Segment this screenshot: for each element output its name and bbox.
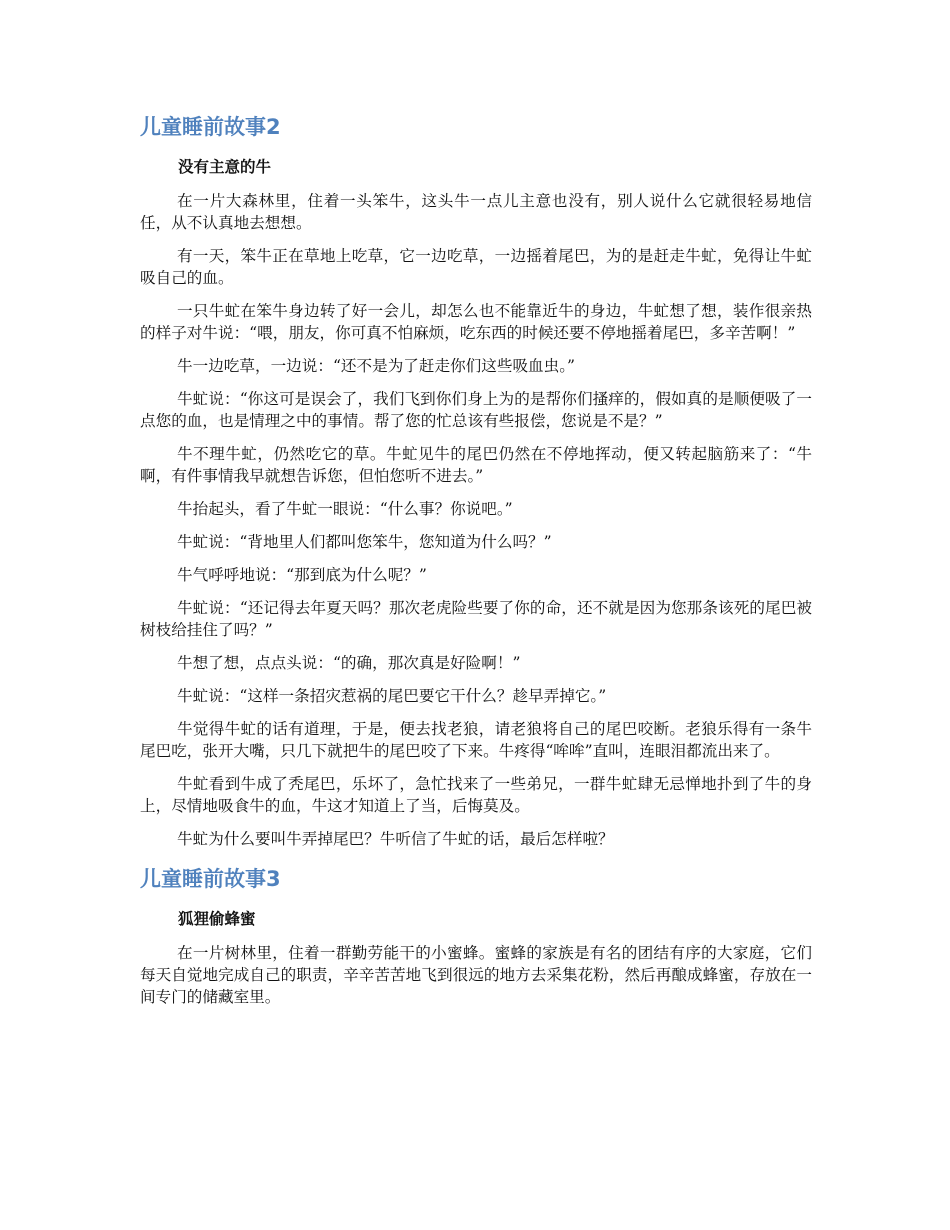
section-heading: 儿童睡前故事2 <box>140 115 281 139</box>
paragraph: 牛虻为什么要叫牛弄掉尾巴？牛听信了牛虻的话，最后怎样啦？ <box>177 830 614 848</box>
paragraph: 牛想了想，点点头说：“的确，那次真是好险啊！” <box>177 654 521 672</box>
paragraph: 牛虻说：“你这可是误会了，我们飞到你们身上为的是帮你们搔痒的，假如真的是顺便吸了一点您的血，也是情理之中的事情。帮了您的忙总该有些报偿，您说是不是？” <box>140 390 812 430</box>
paragraph: 牛虻说：“背地里人们都叫您笨牛，您知道为什么吗？” <box>177 533 552 551</box>
story-title: 狐狸偷蜂蜜 <box>178 910 256 928</box>
paragraph: 牛觉得牛虻的话有道理，于是，便去找老狼，请老狼将自己的尾巴咬断。老狼乐得有一条牛尾巴吃，张开大嘴，只几下就把牛的尾巴咬了下来。牛疼得“哞哞”直叫，连眼泪都流出来了。 <box>140 720 812 760</box>
section-heading: 儿童睡前故事3 <box>140 867 281 891</box>
paragraph: 牛一边吃草，一边说：“还不是为了赶走你们这些吸血虫。” <box>177 357 575 375</box>
paragraph: 牛虻说：“还记得去年夏天吗？那次老虎险些要了你的命，还不就是因为您那条该死的尾巴被树枝给挂住了吗？” <box>140 599 812 639</box>
story-section-2 <box>140 112 812 850</box>
paragraph: 牛气呼呼地说：“那到底为什么呢？” <box>177 566 427 584</box>
paragraph: 在一片树林里，住着一群勤劳能干的小蜜蜂。蜜蜂的家族是有名的团结有序的大家庭，它们每天自觉地完成自己的职责，辛辛苦苦地飞到很远的地方去采集花粉，然后再酿成蜂蜜，存放在一间专门的储藏室里。 <box>140 944 812 1006</box>
paragraph: 牛不理牛虻，仍然吃它的草。牛虻见牛的尾巴仍然在不停地挥动，便又转起脑筋来了：“牛啊，有件事情我早就想告诉您，但怕您听不进去。” <box>140 445 812 485</box>
story-section-3 <box>140 864 812 1008</box>
paragraph: 牛抬起头，看了牛虻一眼说：“什么事？你说吧。” <box>177 500 513 518</box>
paragraph: 有一天，笨牛正在草地上吃草，它一边吃草，一边摇着尾巴，为的是赶走牛虻，免得让牛虻吸自己的血。 <box>140 247 812 287</box>
document-body <box>140 112 812 1019</box>
paragraph: 牛虻看到牛成了秃尾巴，乐坏了，急忙找来了一些弟兄，一群牛虻肆无忌惮地扑到了牛的身上，尽情地吸食牛的血，牛这才知道上了当，后悔莫及。 <box>140 775 812 815</box>
story-title: 没有主意的牛 <box>178 158 272 176</box>
paragraph: 牛虻说：“这样一条招灾惹祸的尾巴要它干什么？趁早弄掉它。” <box>177 687 607 705</box>
paragraph: 在一片大森林里，住着一头笨牛，这头牛一点儿主意也没有，别人说什么它就很轻易地信任，从不认真地去想想。 <box>140 192 812 232</box>
paragraph: 一只牛虻在笨牛身边转了好一会儿，却怎么也不能靠近牛的身边，牛虻想了想，装作很亲热的样子对牛说：“喂，朋友，你可真不怕麻烦，吃东西的时候还要不停地摇着尾巴，多辛苦啊！” <box>140 302 812 342</box>
